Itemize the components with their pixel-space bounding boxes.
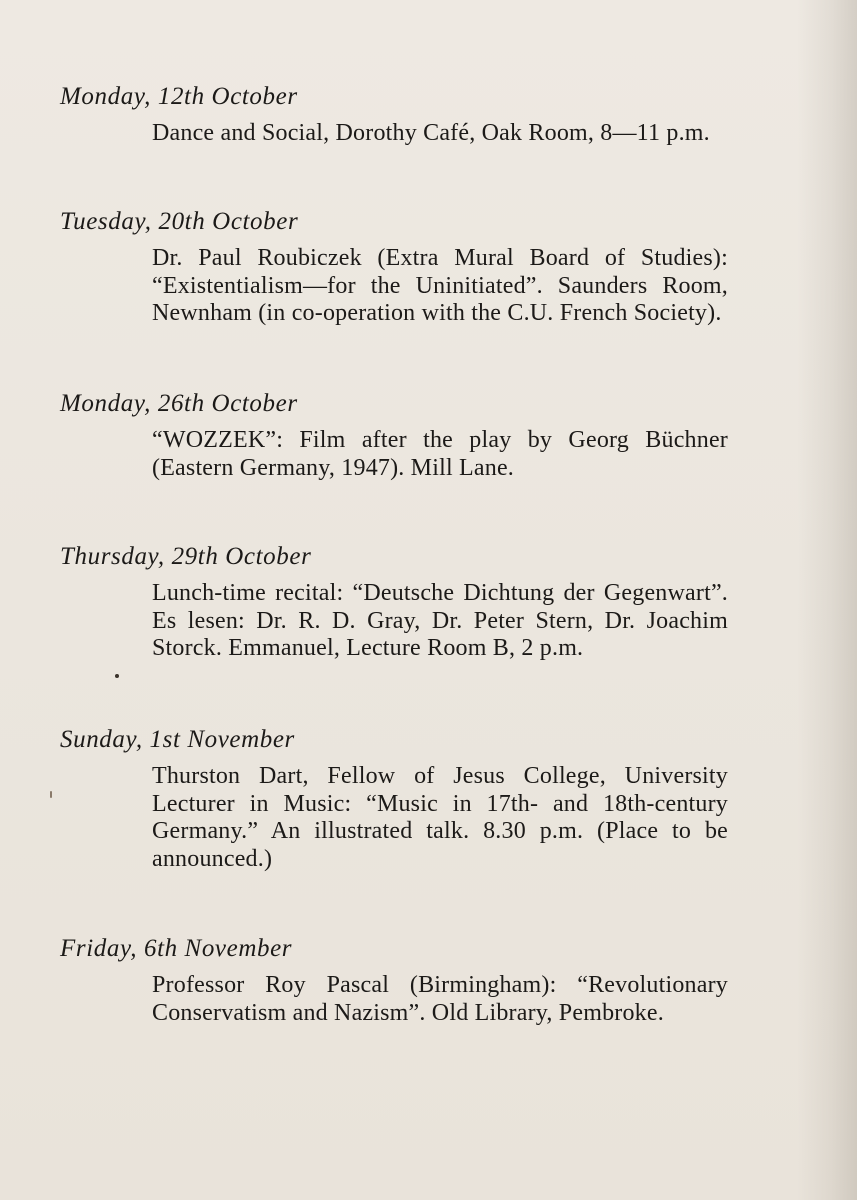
event-description: Professor Roy Pascal (Birmingham): “Revolutionary Conservatism and Nazism”. Old Library, Pembroke. [152,972,728,1026]
event-date: Thursday, 29th October [60,543,312,570]
event-description: “WOZZEK”: Film after the play by Georg Büchner (Eastern Germany, 1947). Mill Lane. [152,427,728,481]
event-description: Thurston Dart, Fellow of Jesus College, University Lecturer in Music: “Music in 17th- and 18th-century Germany.” An illustrated talk. 8.30 p.m. (Place to be announced.) [152,763,728,872]
paper-speck [115,674,119,678]
event-date: Monday, 12th October [60,83,298,110]
event-date: Friday, 6th November [60,935,293,962]
event-date: Sunday, 1st November [60,726,295,753]
event-description: Lunch-time recital: “Deutsche Dichtung der Gegenwart”. Es lesen: Dr. R. D. Gray, Dr. Peter Stern, Dr. Joachim Storck. Emmanuel, Lecture Room B, 2 p.m. [152,580,728,661]
event-date: Monday, 26th October [60,390,298,417]
event-date: Tuesday, 20th October [60,208,299,235]
event-description: Dr. Paul Roubiczek (Extra Mural Board of Studies): “Existentialism—for the Uninitiated”. Saunders Room, Newnham (in co-operation with the C.U. French Society). [152,245,728,326]
event-description: Dance and Social, Dorothy Café, Oak Room, 8—11 p.m. [152,120,710,146]
paper-speck [50,791,52,798]
